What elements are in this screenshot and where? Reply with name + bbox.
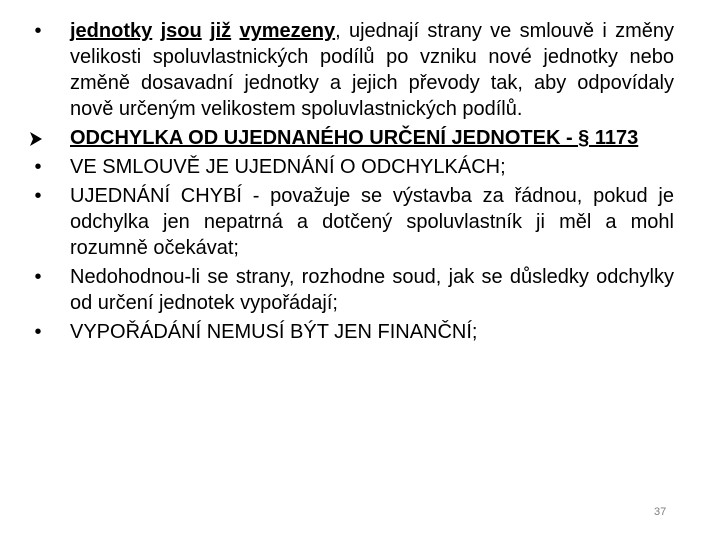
- list-item: [28, 183, 674, 261]
- bullet-dot-icon: •: [34, 156, 42, 178]
- list-item: [28, 154, 674, 180]
- list-item-text: UJEDNÁNÍ CHYBÍ - považuje se výstavba za řádnou, pokud je odchylka jen nepatrná a dotčený spoluvlastník ji měl a mohl rozumně očekávat;: [70, 185, 674, 259]
- bullet-dot-icon: •: [34, 20, 42, 42]
- section-heading: ODCHYLKA OD UJEDNANÉHO URČENÍ JEDNOTEK - § 1173: [70, 127, 639, 149]
- underlined-term: jednotky: [70, 20, 153, 42]
- list-item: [28, 319, 674, 345]
- list-item-text: Nedohodnou-li se strany, rozhodne soud, jak se důsledky odchylky od určení jednotek vypořádají;: [70, 266, 674, 314]
- arrow-bullet-icon: [28, 125, 48, 147]
- underlined-term: již: [210, 20, 232, 42]
- underlined-term: jsou: [160, 20, 202, 42]
- list-item-text: , ujednají strany ve smlouvě i změny velikosti spoluvlastnických podílů po vzniku nové jednotky nebo změně dosavadní jednotky a jejich převody tak, aby odpovídaly nově určeným velikostem spoluvlastnických podílů.: [70, 20, 675, 120]
- bullet-list: [28, 18, 674, 348]
- list-item-text: VE SMLOUVĚ JE UJEDNÁNÍ O ODCHYLKÁCH;: [70, 156, 506, 178]
- bullet-dot-icon: •: [34, 321, 42, 343]
- list-item: [28, 264, 674, 316]
- underlined-term: vymezeny: [239, 20, 336, 42]
- list-item: [28, 125, 674, 151]
- bullet-dot-icon: •: [34, 266, 42, 288]
- bullet-dot-icon: •: [34, 185, 42, 207]
- list-item: [28, 18, 674, 122]
- list-item-text: VYPOŘÁDÁNÍ NEMUSÍ BÝT JEN FINANČNÍ;: [70, 321, 478, 343]
- page-number: 37: [654, 506, 667, 518]
